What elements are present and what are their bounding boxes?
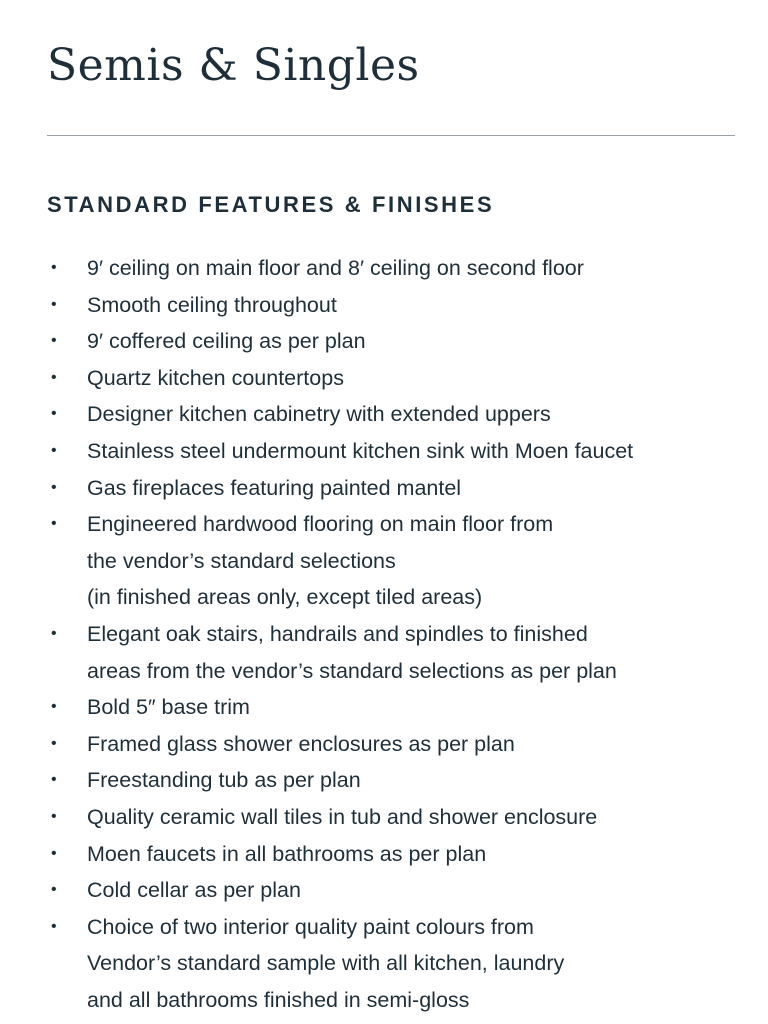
feature-item [47,250,735,287]
bullet-icon: • [51,771,57,789]
feature-text-line: areas from the vendor’s standard selections as per plan [87,658,617,683]
features-list [47,250,735,1018]
title-divider [47,135,735,136]
feature-item [47,836,735,873]
feature-item [47,470,735,507]
bullet-icon: • [51,515,57,533]
feature-item [47,323,735,360]
bullet-icon: • [51,844,57,862]
bullet-icon: • [51,624,57,642]
feature-item [47,433,735,470]
feature-text-line: Engineered hardwood flooring on main floor from [87,512,554,537]
page-title: Semis & Singles [47,40,420,91]
feature-text-line: Framed glass shower enclosures as per plan [87,731,515,756]
feature-text-line: and all bathrooms finished in semi-gloss [87,987,470,1012]
bullet-icon: • [51,295,57,313]
feature-text-line: Elegant oak stairs, handrails and spindles to finished [87,621,588,646]
feature-item [47,872,735,909]
bullet-icon: • [51,698,57,716]
feature-item [47,287,735,324]
feature-text-line: Quartz kitchen countertops [87,365,344,390]
bullet-icon: • [51,478,57,496]
feature-item [47,506,735,616]
feature-text-line: 9′ ceiling on main floor and 8′ ceiling on second floor [87,256,584,280]
section-heading: STANDARD FEATURES & FINISHES [47,192,495,217]
feature-item [47,360,735,397]
bullet-icon: • [51,807,57,825]
bullet-icon: • [51,405,57,423]
feature-text-line: Vendor’s standard sample with all kitchen, laundry [87,951,565,976]
feature-text-line: Gas fireplaces featuring painted mantel [87,475,462,500]
bullet-icon: • [51,881,57,899]
bullet-icon: • [51,259,57,276]
feature-item [47,689,735,726]
feature-text-line: Quality ceramic wall tiles in tub and shower enclosure [87,804,598,829]
feature-text-line: the vendor’s standard selections [87,548,396,573]
feature-text-line: Bold 5″ base trim [87,695,250,720]
feature-item [47,616,735,689]
feature-text-line: Stainless steel undermount kitchen sink with Moen faucet [87,438,634,463]
bullet-icon: • [51,332,57,350]
bullet-icon: • [51,917,57,935]
feature-text-line: Cold cellar as per plan [87,878,301,903]
bullet-icon: • [51,368,57,386]
feature-text-line: (in finished areas only, except tiled areas) [87,585,483,610]
feature-item [47,909,735,1019]
bullet-icon: • [51,734,57,752]
feature-text-line: Freestanding tub as per plan [87,768,361,793]
feature-text-line: Moen faucets in all bathrooms as per plan [87,841,487,866]
feature-item [47,799,735,836]
feature-item [47,762,735,799]
feature-item [47,396,735,433]
feature-text-line: 9′ coffered ceiling as per plan [87,329,366,354]
feature-text-line: Designer kitchen cabinetry with extended uppers [87,402,551,427]
bullet-icon: • [51,441,57,459]
feature-item [47,726,735,763]
feature-text-line: Smooth ceiling throughout [87,292,337,317]
feature-text-line: Choice of two interior quality paint colours from [87,914,534,939]
